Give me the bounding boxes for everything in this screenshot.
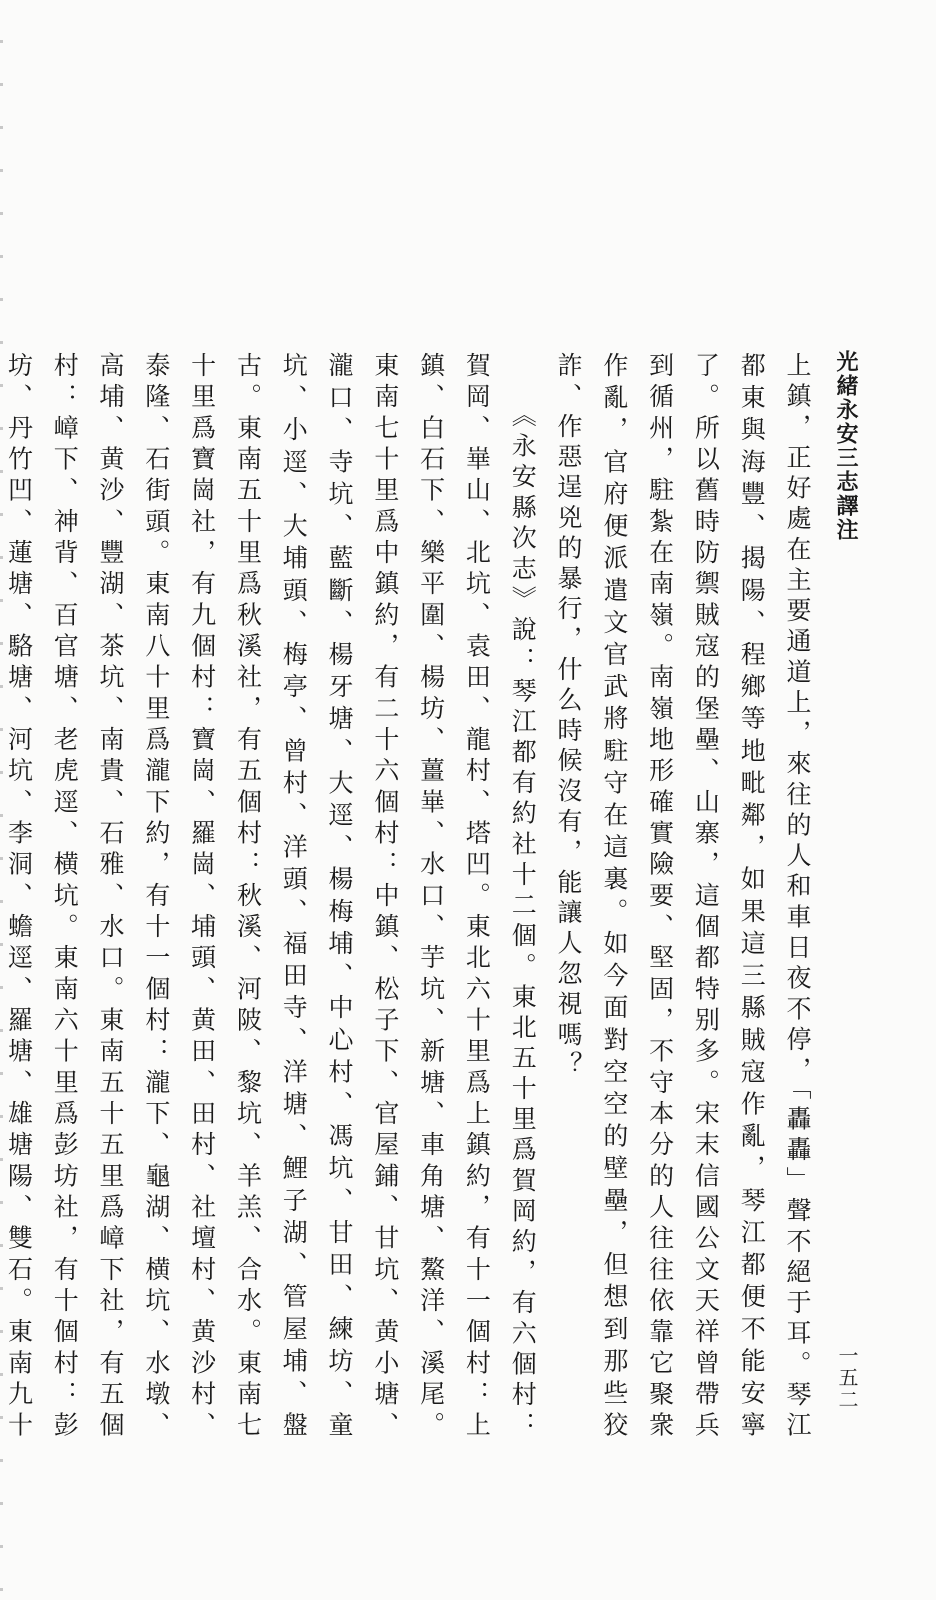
page-number: 一五二 [835,1345,859,1411]
running-title: 光緒永安三志譯注 [833,350,859,542]
body-text [4,352,820,1442]
paragraph-2: 《永安縣次志》說：琴江都有約社十二個。東北五十里爲賀岡約，有六個村：賀岡、崋山、北坑、袁田、龍村、塔凹。東北六十里爲上鎮約，有十一個村：上鎮、白石下、樂平圍、楊坊、薑崋、水口、芋坑、新塘、車角塘、鰲洋、溪尾。東南七十里爲中鎮約，有二十六個村：中鎮、松子下、官屋鋪、甘坑、黄小塘、瀧口、寺坑、藍斷、楊牙塘、大逕、楊梅埔、中心村、馮坑、甘田、練坊、童坑、小逕、大埔頭、梅亭、曾村、洋頭、福田寺、洋塘、鯉子湖、管屋埔、盤古。東南五十里爲秋溪社，有五個村：秋溪、河陂、黎坑、羊羔、合水。東南七十里爲寶崗社，有九個村：寶崗、羅崗、埔頭、黄田、田村、社壇村、黄沙村、泰隆、石街頭。東南八十里爲瀧下約，有十一個村：瀧下、龜湖、横坑、水墩、高埔、黄沙、豐湖、茶坑、南貴、石雅、水口。東南五十五里爲嶂下社，有五個村：嶂下、神背、百官塘、老虎逕、横坑。東南六十里爲彭坊社，有十個村：彭坊、丹竹凹、蓮塘、駱塘、河坑、李洞、蟾逕、羅塘、雄塘陽、雙石。東南九十 [4,352,538,1442]
paragraph-1: 上鎮，正好處在主要通道上，來往的人和車日夜不停，「轟轟」聲不絕于耳。琴江都東與海豐、揭陽、程鄉等地毗鄰，如果這三縣賊寇作亂，琴江都便不能安寧了。所以舊時防禦賊寇的堡壘、山寨，這個都特别多。宋末信國公文天祥曾帶兵到循州，駐紮在南嶺。南嶺地形確實險要、堅固，不守本分的人往往依靠它聚衆作亂，官府便派遣文官武將駐守在這裏。如今面對空空的壁壘，但想到那些狡詐、作惡逞兇的暴行，什么時候沒有，能讓人忽視嗎？ [554,352,812,1442]
